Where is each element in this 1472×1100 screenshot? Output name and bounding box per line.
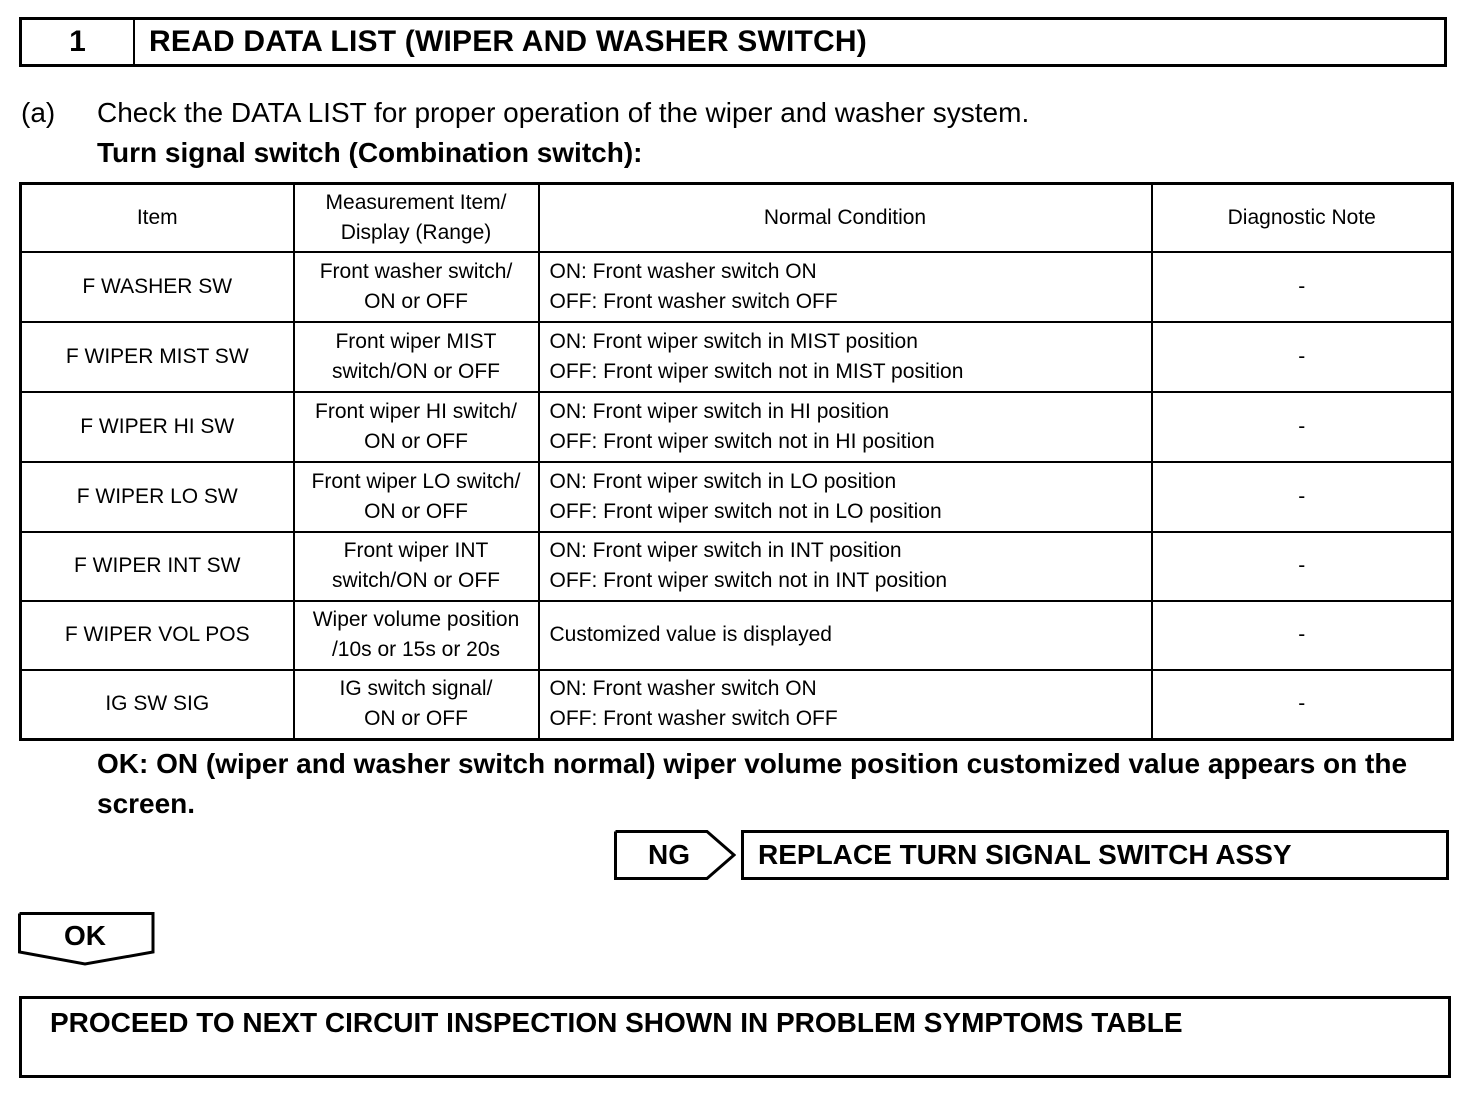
header-measurement-line2: Display (Range) (340, 220, 492, 244)
condition-cell (539, 392, 1152, 462)
condition-line1: ON: Front wiper switch in LO position (549, 469, 897, 493)
table-row (21, 601, 1453, 670)
condition-cell (539, 601, 1152, 670)
table-row (21, 532, 1453, 601)
measurement-line2: switch/ON or OFF (331, 569, 500, 592)
step-number: 1 (22, 20, 135, 64)
ok-action-box: PROCEED TO NEXT CIRCUIT INSPECTION SHOWN IN PROBLEM SYMPTOMS TABLE (19, 996, 1451, 1078)
ng-action-box: REPLACE TURN SIGNAL SWITCH ASSY (741, 830, 1449, 880)
measurement-line2: /10s or 15s or 20s (331, 638, 501, 661)
condition-line1: ON: Front washer switch ON (549, 259, 817, 283)
measurement-line2: ON or OFF (364, 707, 468, 731)
instruction-text: Check the DATA LIST for proper operation of the wiper and washer system. (97, 97, 1030, 128)
condition-line2: OFF: Front wiper switch not in MIST position (549, 359, 964, 383)
header-normal-condition: Normal Condition (539, 184, 1152, 252)
condition-line2: OFF: Front washer switch OFF (549, 289, 838, 313)
measurement-line2: switch/ON or OFF (331, 359, 500, 383)
ok-label: OK (64, 920, 106, 951)
condition-cell (539, 462, 1152, 532)
header-measurement (294, 184, 539, 252)
measurement-cell (294, 601, 539, 670)
item-cell: F WIPER INT SW (21, 532, 294, 601)
header-item: Item (21, 184, 294, 252)
measurement-cell (294, 462, 539, 532)
note-cell: - (1152, 252, 1453, 322)
measurement-line1: Front washer switch/ (319, 259, 513, 283)
ok-branch-label (18, 912, 156, 966)
condition-line2: OFF: Front wiper switch not in INT position (549, 569, 948, 592)
measurement-line2: ON or OFF (364, 499, 468, 523)
measurement-cell (294, 392, 539, 462)
condition-line1: ON: Front wiper switch in MIST position (549, 329, 918, 353)
note-cell: - (1152, 462, 1453, 532)
data-list-table (19, 182, 1454, 741)
measurement-line1: Wiper volume position (312, 608, 520, 631)
condition-line2: OFF: Front wiper switch not in HI position (549, 429, 935, 453)
measurement-line1: Front wiper HI switch/ (315, 399, 517, 423)
note-cell: - (1152, 392, 1453, 462)
measurement-cell (294, 252, 539, 322)
note-cell: - (1152, 322, 1453, 392)
item-cell: IG SW SIG (21, 670, 294, 740)
paragraph-marker: (a) (21, 97, 56, 128)
table-row (21, 252, 1453, 322)
measurement-line1: Front wiper MIST (335, 329, 497, 353)
measurement-line2: ON or OFF (364, 289, 468, 313)
condition-line1: Customized value is displayed (549, 623, 832, 646)
note-cell: - (1152, 601, 1453, 670)
ng-branch-label (614, 830, 736, 880)
measurement-cell (294, 532, 539, 601)
condition-cell (539, 322, 1152, 392)
measurement-line2: ON or OFF (364, 429, 468, 453)
condition-cell (539, 670, 1152, 740)
table-row (21, 670, 1453, 740)
condition-line1: ON: Front washer switch ON (549, 677, 817, 701)
measurement-line1: IG switch signal/ (339, 677, 493, 701)
step-title: READ DATA LIST (WIPER AND WASHER SWITCH) (149, 25, 867, 58)
measurement-cell (294, 322, 539, 392)
condition-cell (539, 252, 1152, 322)
condition-line2: OFF: Front wiper switch not in LO position (549, 499, 942, 523)
condition-cell (539, 532, 1152, 601)
ok-condition-text: OK: ON (wiper and washer switch normal) wiper volume position customized value appears on the screen. (97, 748, 1408, 819)
condition-line2: OFF: Front washer switch OFF (549, 707, 838, 731)
table-header-row (21, 184, 1453, 252)
item-cell: F WIPER LO SW (21, 462, 294, 532)
note-cell: - (1152, 532, 1453, 601)
table-subheading: Turn signal switch (Combination switch): (97, 137, 643, 168)
measurement-line1: Front wiper LO switch/ (311, 469, 521, 493)
condition-line1: ON: Front wiper switch in HI position (549, 399, 890, 423)
header-measurement-line1: Measurement Item/ (325, 190, 507, 214)
measurement-cell (294, 670, 539, 740)
item-cell: F WIPER HI SW (21, 392, 294, 462)
step-header (19, 17, 1447, 67)
table-row (21, 462, 1453, 532)
condition-line1: ON: Front wiper switch in INT position (549, 539, 902, 562)
header-diagnostic-note: Diagnostic Note (1152, 184, 1453, 252)
table-row (21, 322, 1453, 392)
note-cell: - (1152, 670, 1453, 740)
item-cell: F WIPER VOL POS (21, 601, 294, 670)
ng-label: NG (648, 839, 690, 870)
item-cell: F WIPER MIST SW (21, 322, 294, 392)
item-cell: F WASHER SW (21, 252, 294, 322)
table-row (21, 392, 1453, 462)
measurement-line1: Front wiper INT (343, 539, 489, 562)
